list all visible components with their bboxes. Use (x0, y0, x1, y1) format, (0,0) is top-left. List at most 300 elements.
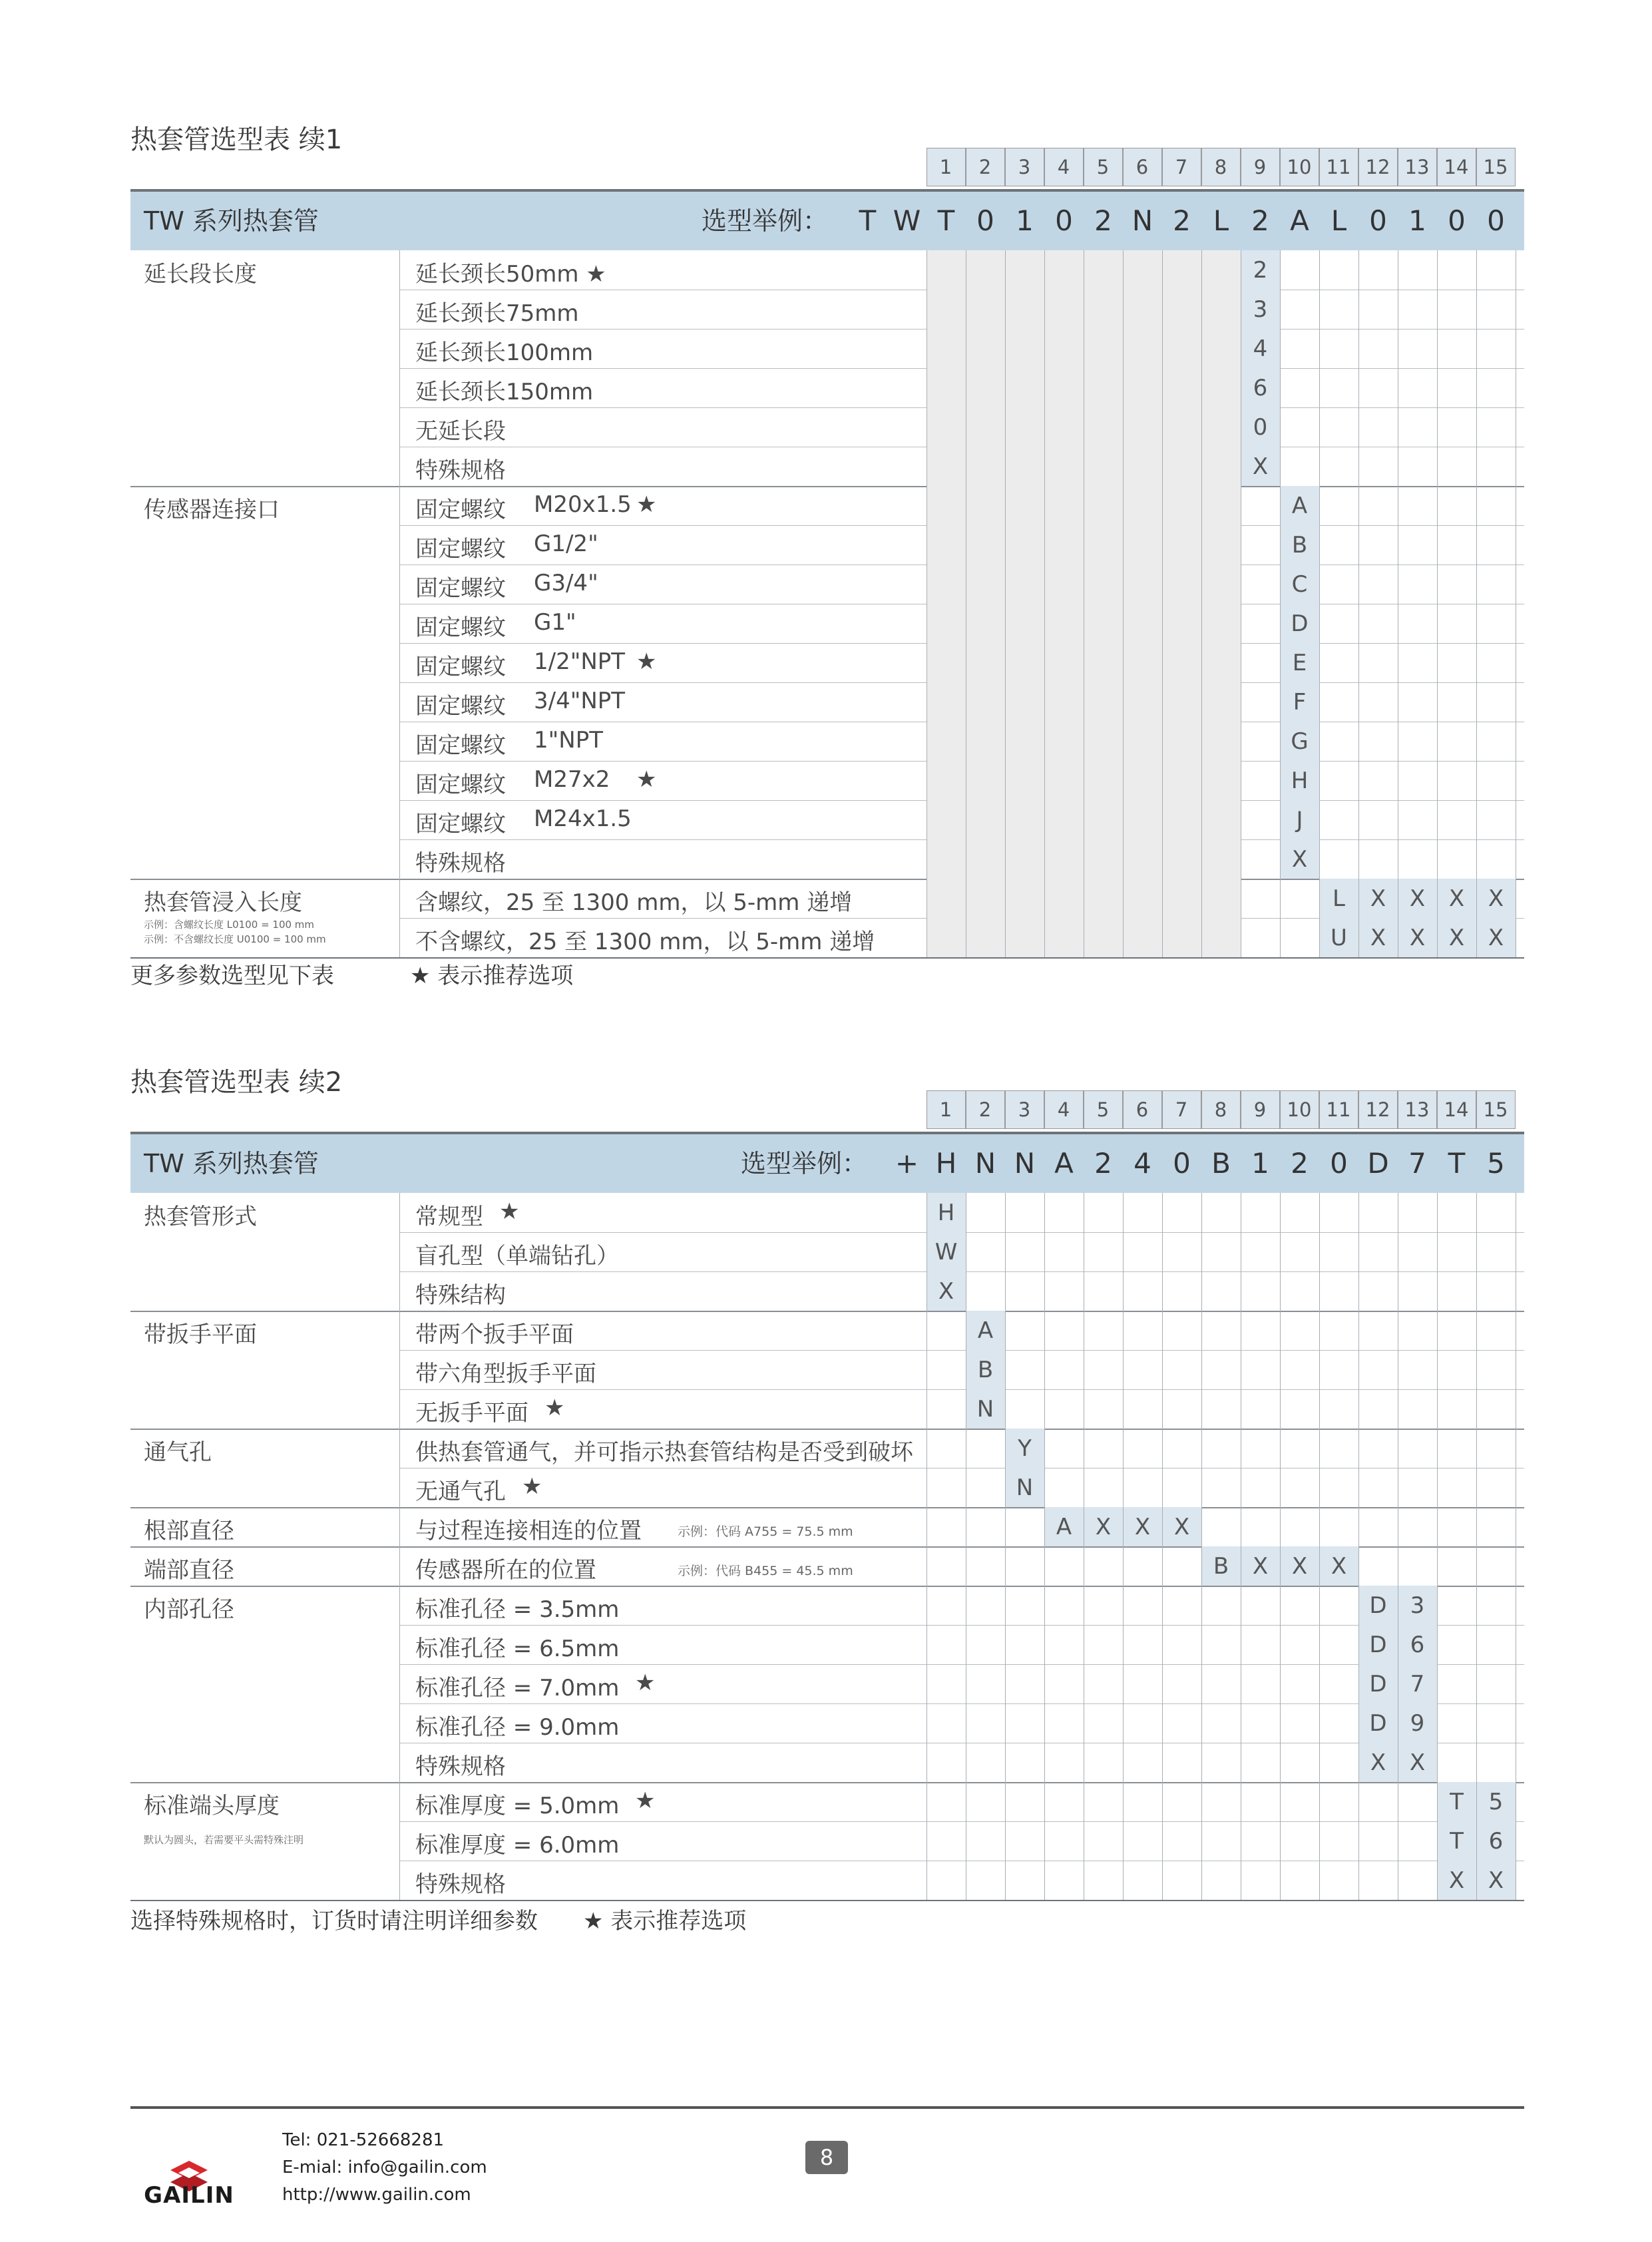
shaded-cell (1044, 722, 1084, 761)
example-code-char: 1 (1251, 1147, 1269, 1180)
position-number: 9 (1241, 148, 1280, 186)
table-header (130, 189, 1524, 250)
shaded-cell (1162, 368, 1201, 407)
option-spec: 1"NPT (534, 727, 603, 754)
position-number: 5 (1084, 148, 1123, 186)
column-divider (1123, 1193, 1124, 1900)
shaded-cell (1084, 722, 1123, 761)
table2-footnote-right: ★ 表示推荐选项 (583, 1908, 747, 1934)
shaded-cell (966, 839, 1005, 879)
example-code-char: L (1213, 204, 1229, 237)
shaded-cell (1123, 918, 1162, 957)
table1-title: 热套管选型表 续1 (130, 124, 343, 155)
shaded-cell (1162, 761, 1201, 800)
shaded-cell (1005, 918, 1044, 957)
shaded-cell (927, 682, 966, 722)
shaded-cell (1005, 407, 1044, 447)
example-code-char: 0 (1369, 204, 1387, 237)
shaded-cell (1123, 839, 1162, 879)
example-code-char: N (1014, 1147, 1036, 1180)
shaded-cell (1123, 407, 1162, 447)
shaded-cell (1123, 368, 1162, 407)
shaded-cell (966, 761, 1005, 800)
shaded-cell (1044, 368, 1084, 407)
position-number: 9 (1241, 1090, 1280, 1129)
shaded-cell (927, 447, 966, 486)
shaded-cell (1123, 879, 1162, 918)
shaded-cell (1162, 447, 1201, 486)
shaded-cell (927, 839, 966, 879)
position-number: 15 (1476, 148, 1516, 186)
position-number: 2 (966, 148, 1005, 186)
option-label: 盲孔型（单端钻孔） (415, 1243, 619, 1269)
shaded-cell (1162, 250, 1201, 290)
shaded-cell (1084, 447, 1123, 486)
example-code-char: 2 (1094, 204, 1112, 237)
code-cell: D (1358, 1664, 1398, 1703)
code-cell: A (966, 1311, 1005, 1350)
shaded-cell (966, 486, 1005, 525)
example-code-char: N (1132, 204, 1153, 237)
shaded-cell (927, 525, 966, 564)
example-code-char: 2 (1094, 1147, 1112, 1180)
option-label: 与过程连接相连的位置 (415, 1518, 642, 1544)
shaded-cell (1123, 329, 1162, 368)
position-number: 10 (1280, 1090, 1319, 1129)
position-number: 1 (927, 148, 966, 186)
group-divider (130, 879, 1524, 880)
shaded-cell (1123, 525, 1162, 564)
shaded-cell (927, 329, 966, 368)
example-code-char: 2 (1251, 204, 1269, 237)
position-number: 7 (1162, 1090, 1201, 1129)
shaded-cell (1044, 447, 1084, 486)
shaded-cell (927, 761, 966, 800)
shaded-cell (1084, 800, 1123, 839)
column-divider (1162, 1193, 1163, 1900)
position-number: 6 (1123, 148, 1162, 186)
shaded-cell (1123, 250, 1162, 290)
shaded-cell (1044, 564, 1084, 604)
shaded-cell (966, 447, 1005, 486)
example-code-char: 2 (1173, 204, 1191, 237)
group-divider (130, 1507, 1524, 1508)
shaded-cell (1005, 604, 1044, 643)
position-number: 2 (966, 1090, 1005, 1129)
code-cell: 6 (1398, 1625, 1437, 1664)
shaded-cell (966, 722, 1005, 761)
code-cell: X (1398, 918, 1437, 957)
shaded-cell (1044, 879, 1084, 918)
code-cell: A (1280, 486, 1319, 525)
footer-website[interactable]: http://www.gailin.com (282, 2185, 471, 2205)
shaded-cell (1162, 564, 1201, 604)
shaded-cell (966, 879, 1005, 918)
option-label: 标准孔径 = 3.5mm (415, 1596, 620, 1623)
code-cell: X (1358, 918, 1398, 957)
group-divider (130, 1429, 1524, 1430)
code-cell: X (1476, 879, 1516, 918)
shaded-cell (1084, 879, 1123, 918)
shaded-cell (1162, 329, 1201, 368)
shaded-cell (1201, 918, 1241, 957)
category-label: 标准端头厚度 (144, 1793, 280, 1819)
code-cell: X (1162, 1507, 1201, 1546)
option-label: 标准厚度 = 6.0mm (415, 1832, 620, 1859)
group-divider (130, 1586, 1524, 1587)
column-divider (1437, 250, 1438, 957)
option-label: 无扳手平面 (415, 1400, 528, 1427)
shaded-cell (1162, 525, 1201, 564)
option-label: 常规型 (415, 1204, 483, 1230)
option-label: 特殊规格 (415, 1753, 506, 1780)
category-label: 热套管形式 (144, 1204, 257, 1230)
example-code-char: 0 (976, 204, 994, 237)
code-cell: G (1280, 722, 1319, 761)
example-code-char: 0 (1330, 1147, 1348, 1180)
footer-divider (130, 2106, 1524, 2109)
recommended-star-icon: ★ (522, 1473, 542, 1500)
code-cell: 5 (1476, 1782, 1516, 1821)
option-label: 带六角型扳手平面 (415, 1361, 596, 1387)
column-divider (1044, 1193, 1045, 1900)
example-code-char: T (1448, 1147, 1466, 1180)
shaded-cell (1044, 407, 1084, 447)
example-code-char: B (1211, 1147, 1231, 1180)
code-cell: 3 (1398, 1586, 1437, 1625)
shaded-cell (1201, 682, 1241, 722)
shaded-cell (1084, 604, 1123, 643)
code-cell: X (1280, 1546, 1319, 1586)
option-spec: M27x2 (534, 766, 610, 793)
shaded-cell (1201, 879, 1241, 918)
shaded-cell (1201, 407, 1241, 447)
position-number: 8 (1201, 148, 1241, 186)
shaded-cell (1044, 839, 1084, 879)
shaded-cell (1005, 879, 1044, 918)
option-spec: G3/4" (534, 570, 598, 596)
shaded-cell (1005, 447, 1044, 486)
shaded-cell (1005, 682, 1044, 722)
code-cell: T (1437, 1821, 1476, 1861)
column-divider (1476, 250, 1477, 957)
option-label: 固定螺纹 (415, 654, 506, 680)
option-label: 特殊规格 (415, 1871, 506, 1898)
code-cell: X (1084, 1507, 1123, 1546)
shaded-cell (1044, 604, 1084, 643)
shaded-cell (1044, 525, 1084, 564)
column-divider (1005, 250, 1006, 957)
code-cell: B (966, 1350, 1005, 1389)
column-divider (1162, 250, 1163, 957)
table2-title: 热套管选型表 续2 (130, 1067, 343, 1098)
position-number: 7 (1162, 148, 1201, 186)
shaded-cell (1123, 604, 1162, 643)
code-cell: X (1437, 879, 1476, 918)
shaded-cell (1005, 800, 1044, 839)
shaded-cell (927, 800, 966, 839)
shaded-cell (1084, 407, 1123, 447)
code-cell: W (927, 1232, 966, 1271)
shaded-cell (1162, 722, 1201, 761)
shaded-cell (1005, 643, 1044, 682)
example-code-char: H (935, 1147, 957, 1180)
shaded-cell (1123, 761, 1162, 800)
example-code-char: N (974, 1147, 996, 1180)
shaded-cell (1123, 722, 1162, 761)
shaded-cell (1084, 329, 1123, 368)
code-cell: X (1241, 447, 1280, 486)
code-cell: 6 (1241, 368, 1280, 407)
option-label: 固定螺纹 (415, 575, 506, 602)
shaded-cell (1084, 368, 1123, 407)
column-divider (1044, 250, 1045, 957)
shaded-cell (1123, 486, 1162, 525)
shaded-cell (1162, 604, 1201, 643)
shaded-cell (1044, 682, 1084, 722)
example-code-char: D (1367, 1147, 1389, 1180)
option-label: 特殊结构 (415, 1282, 506, 1309)
code-cell: D (1358, 1703, 1398, 1743)
shaded-cell (1005, 722, 1044, 761)
shaded-cell (1162, 682, 1201, 722)
shaded-cell (1201, 368, 1241, 407)
shaded-cell (1044, 918, 1084, 957)
option-spec: 1/2"NPT (534, 648, 626, 675)
page-number: 8 (805, 2141, 848, 2174)
code-cell: X (1398, 879, 1437, 918)
shaded-cell (1044, 250, 1084, 290)
position-number: 10 (1280, 148, 1319, 186)
table1-footnote-left: 更多参数选型见下表 (130, 963, 334, 989)
category-note: 默认为圆头，若需要平头需特殊注明 (144, 1834, 304, 1846)
option-spec: 3/4"NPT (534, 688, 626, 714)
position-number: 5 (1084, 1090, 1123, 1129)
shaded-cell (927, 643, 966, 682)
logo-wordmark: GAILIN (144, 2182, 234, 2209)
option-label: 无延长段 (415, 418, 506, 445)
shaded-cell (1162, 839, 1201, 879)
table1-footnote-right: ★ 表示推荐选项 (410, 963, 574, 989)
shaded-cell (1044, 800, 1084, 839)
code-cell: C (1280, 564, 1319, 604)
shaded-cell (1084, 761, 1123, 800)
code-cell: 2 (1241, 250, 1280, 290)
shaded-cell (1123, 800, 1162, 839)
shaded-cell (966, 800, 1005, 839)
position-number: 8 (1201, 1090, 1241, 1129)
shaded-cell (1201, 722, 1241, 761)
shaded-cell (966, 643, 1005, 682)
code-cell: X (1123, 1507, 1162, 1546)
shaded-cell (966, 564, 1005, 604)
shaded-cell (966, 525, 1005, 564)
table-body (130, 1193, 1524, 1901)
shaded-cell (1084, 918, 1123, 957)
shaded-cell (927, 407, 966, 447)
example-code-char: 2 (1291, 1147, 1309, 1180)
position-number: 11 (1319, 1090, 1358, 1129)
position-number: 1 (927, 1090, 966, 1129)
code-cell: H (927, 1193, 966, 1232)
category-label: 根部直径 (144, 1518, 234, 1544)
column-divider (1437, 1193, 1438, 1900)
shaded-cell (1201, 800, 1241, 839)
option-spec: M24x1.5 (534, 805, 632, 832)
option-label: 固定螺纹 (415, 693, 506, 720)
shaded-cell (927, 486, 966, 525)
shaded-cell (1084, 839, 1123, 879)
column-divider (1358, 250, 1359, 957)
group-divider (130, 1311, 1524, 1312)
position-number: 13 (1398, 1090, 1437, 1129)
code-cell: 0 (1241, 407, 1280, 447)
category-label: 端部直径 (144, 1557, 234, 1584)
category-note: 示例：不含螺纹长度 U0100 = 100 mm (144, 933, 326, 945)
code-cell: D (1358, 1586, 1398, 1625)
position-number: 13 (1398, 148, 1437, 186)
code-cell: U (1319, 918, 1358, 957)
shaded-cell (1005, 329, 1044, 368)
shaded-cell (1201, 486, 1241, 525)
code-cell: 3 (1241, 290, 1280, 329)
code-cell: X (1476, 918, 1516, 957)
shaded-cell (1084, 250, 1123, 290)
shaded-cell (927, 722, 966, 761)
shaded-cell (1005, 525, 1044, 564)
position-number: 4 (1044, 148, 1084, 186)
shaded-cell (1162, 918, 1201, 957)
category-note: 示例：含螺纹长度 L0100 = 100 mm (144, 919, 315, 931)
shaded-cell (927, 604, 966, 643)
shaded-cell (1044, 761, 1084, 800)
shaded-cell (1201, 564, 1241, 604)
shaded-cell (1123, 447, 1162, 486)
recommended-star-icon: ★ (636, 648, 657, 675)
recommended-star-icon: ★ (635, 1670, 656, 1696)
option-label: 固定螺纹 (415, 811, 506, 837)
code-cell: 7 (1398, 1664, 1437, 1703)
code-cell: Y (1005, 1429, 1044, 1468)
option-label: 固定螺纹 (415, 536, 506, 562)
shaded-cell (1005, 486, 1044, 525)
code-cell: X (1358, 1743, 1398, 1782)
recommended-star-icon: ★ (499, 1198, 520, 1225)
position-number: 6 (1123, 1090, 1162, 1129)
shaded-cell (966, 682, 1005, 722)
shaded-cell (1005, 761, 1044, 800)
shaded-cell (1005, 839, 1044, 879)
option-label: 固定螺纹 (415, 614, 506, 641)
code-cell: 9 (1398, 1703, 1437, 1743)
shaded-cell (1201, 447, 1241, 486)
code-cell: D (1280, 604, 1319, 643)
option-label: 不含螺纹，25 至 1300 mm，以 5-mm 递增 (415, 929, 875, 955)
example-code-char: T (937, 204, 955, 237)
code-cell: E (1280, 643, 1319, 682)
shaded-cell (1162, 486, 1201, 525)
shaded-cell (1201, 250, 1241, 290)
shaded-cell (1201, 643, 1241, 682)
row-divider (399, 1821, 1524, 1822)
shaded-cell (1123, 290, 1162, 329)
column-divider (399, 250, 400, 957)
shaded-cell (1084, 525, 1123, 564)
table-body (130, 250, 1524, 959)
recommended-star-icon: ★ (635, 1787, 656, 1814)
shaded-cell (1044, 486, 1084, 525)
example-code-char: 1 (1016, 204, 1034, 237)
option-label: 标准厚度 = 5.0mm (415, 1793, 620, 1819)
shaded-cell (1201, 525, 1241, 564)
footer-email[interactable]: E-mial: info@gailin.com (282, 2157, 487, 2177)
position-number: 3 (1005, 1090, 1044, 1129)
option-label: 标准孔径 = 9.0mm (415, 1714, 620, 1741)
shaded-cell (1084, 486, 1123, 525)
category-label: 延长段长度 (144, 261, 257, 288)
example-code-char: 1 (1408, 204, 1426, 237)
option-label: 延长颈长100mm (415, 339, 594, 366)
position-number: 3 (1005, 148, 1044, 186)
option-label: 供热套管通气，并可指示热套管结构是否受到破坏 (415, 1439, 913, 1466)
example-code-char: 5 (1487, 1147, 1505, 1180)
row-divider (399, 1389, 1524, 1390)
column-divider (1319, 1193, 1320, 1900)
code-cell: X (1241, 1546, 1280, 1586)
code-cell: 6 (1476, 1821, 1516, 1861)
shaded-cell (966, 604, 1005, 643)
shaded-cell (966, 290, 1005, 329)
option-spec: G1/2" (534, 531, 598, 557)
shaded-cell (1084, 564, 1123, 604)
series-title: TW 系列热套管 (144, 1149, 319, 1178)
shaded-cell (1084, 643, 1123, 682)
shaded-cell (1201, 839, 1241, 879)
table-header (130, 1132, 1524, 1193)
shaded-cell (927, 564, 966, 604)
shaded-cell (1123, 564, 1162, 604)
example-code-char: L (1331, 204, 1347, 237)
option-label: 含螺纹，25 至 1300 mm，以 5-mm 递增 (415, 889, 853, 916)
column-divider (1123, 250, 1124, 957)
shaded-cell (927, 879, 966, 918)
column-divider (399, 1193, 400, 1900)
column-divider (1476, 1193, 1477, 1900)
column-divider (1201, 250, 1202, 957)
shaded-cell (966, 329, 1005, 368)
shaded-cell (1162, 643, 1201, 682)
shaded-cell (1201, 329, 1241, 368)
example-code-char: W (893, 204, 921, 237)
category-label: 带扳手平面 (144, 1321, 257, 1348)
shaded-cell (1005, 564, 1044, 604)
code-cell: D (1358, 1625, 1398, 1664)
row-divider (399, 1625, 1524, 1626)
shaded-cell (1201, 761, 1241, 800)
shaded-cell (1201, 604, 1241, 643)
option-label: 带两个扳手平面 (415, 1321, 574, 1348)
option-note: 示例：代码 B455 = 45.5 mm (678, 1564, 853, 1578)
shaded-cell (966, 407, 1005, 447)
option-spec: M20x1.5 (534, 491, 632, 518)
shaded-cell (1201, 290, 1241, 329)
option-label: 固定螺纹 (415, 732, 506, 759)
example-code-char: + (895, 1147, 919, 1180)
code-cell: X (1437, 1861, 1476, 1900)
shaded-cell (966, 250, 1005, 290)
shaded-cell (1162, 800, 1201, 839)
shaded-cell (1162, 879, 1201, 918)
